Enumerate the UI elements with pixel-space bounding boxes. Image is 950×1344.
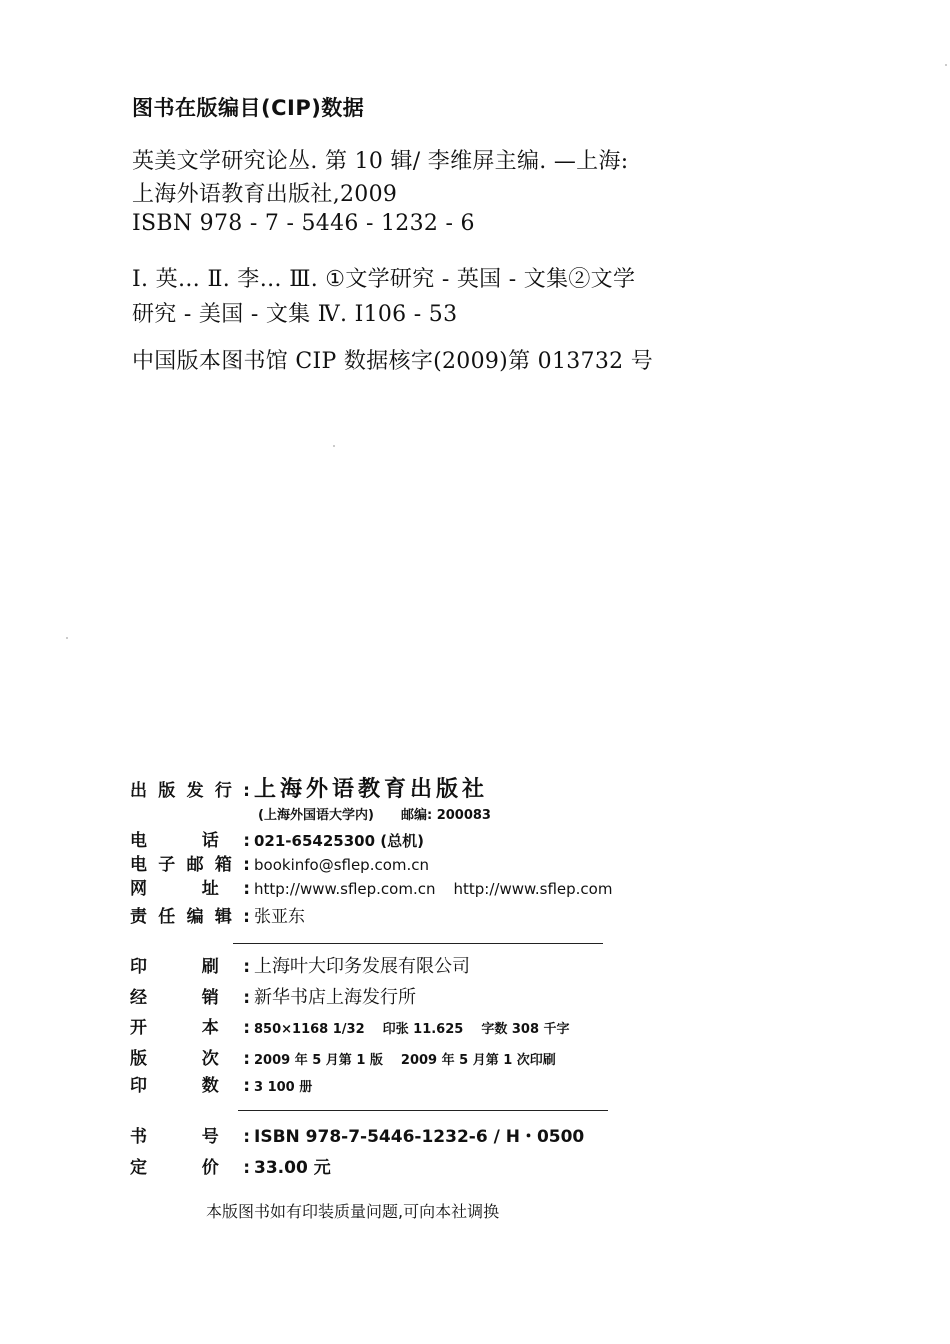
print-run-row [130,1071,312,1096]
distributor-row [130,983,416,1009]
website-row [130,874,612,899]
website-label: 网 址: [130,879,250,899]
printer-row [130,952,470,978]
format-label: 开 本: [130,1018,250,1038]
publisher-label: 出版发行: [130,781,250,801]
edition-value: 2009 年 5 月第 1 版 [254,1053,383,1068]
distributor-name: 新华书店上海发行所 [254,987,416,1008]
phone-row [130,826,424,851]
format-value: 850×1168 1/32 [254,1022,365,1037]
price-value: 33.00 元 [254,1158,331,1178]
book-number: ISBN 978-7-5446-1232-6 / H・0500 [254,1127,585,1147]
divider-1 [233,943,603,944]
email-label: 电子邮箱: [130,855,250,875]
printer-name: 上海叶大印务发展有限公司 [254,956,470,977]
price-row [130,1153,331,1178]
publisher-name: 上海外语教育出版社 [254,777,489,802]
word-count: 字数 308 千字 [481,1022,570,1037]
scan-speck [333,445,335,447]
price-label: 定 价: [130,1158,250,1178]
editor-row [130,902,305,927]
distributor-label: 经 销: [130,988,250,1008]
phone-label: 电 话: [130,831,250,851]
print-run-label: 印 数: [130,1076,250,1096]
editor-name: 张亚东 [254,907,305,927]
cip-isbn-line: ISBN 978 - 7 - 5446 - 1232 - 6 [132,211,475,236]
divider-2 [238,1110,608,1111]
edition-label: 版 次: [130,1049,250,1069]
editor-label: 责任编辑: [130,907,250,927]
publisher-address: (上海外国语大学内) [258,808,374,823]
publisher-row [130,772,488,803]
scan-speck [66,637,68,639]
print-run-value: 3 100 册 [254,1080,313,1095]
cip-classification-line-2: 研究 - 美国 - 文集 Ⅳ. I106 - 53 [132,302,458,327]
cip-record-number: 中国版本图书馆 CIP 数据核字(2009)第 013732 号 [132,349,654,374]
printer-label: 印 刷: [130,957,250,977]
postcode-label: 邮编: [400,808,433,823]
sheet-count: 印张 11.625 [382,1022,464,1037]
postcode: 200083 [436,808,491,823]
scan-speck [945,64,947,66]
website-url-2: http://www.sflep.com [453,880,613,898]
cip-classification-line-1: Ⅰ. 英… Ⅱ. 李… Ⅲ. ①文学研究 - 英国 - 文集②文学 [132,267,636,292]
publisher-address-row [258,804,491,823]
email-row [130,850,429,875]
email-address: bookinfo@sflep.com.cn [254,856,430,874]
phone-number: 021-65425300 (总机) [254,832,424,850]
book-number-row [130,1122,584,1147]
cip-title-line: 英美文学研究论丛. 第 10 辑/ 李维屏主编. —上海: [132,149,629,174]
format-row [130,1013,570,1038]
printing-value: 2009 年 5 月第 1 次印刷 [400,1053,556,1068]
website-url-1: http://www.sflep.com.cn [254,880,436,898]
cip-heading: 图书在版编目(CIP)数据 [132,96,365,120]
quality-notice: 本版图书如有印装质量问题,可向本社调换 [206,1202,500,1221]
cip-publisher-line: 上海外语教育出版社,2009 [132,182,398,207]
edition-row [130,1044,556,1069]
book-number-label: 书 号: [130,1127,250,1147]
